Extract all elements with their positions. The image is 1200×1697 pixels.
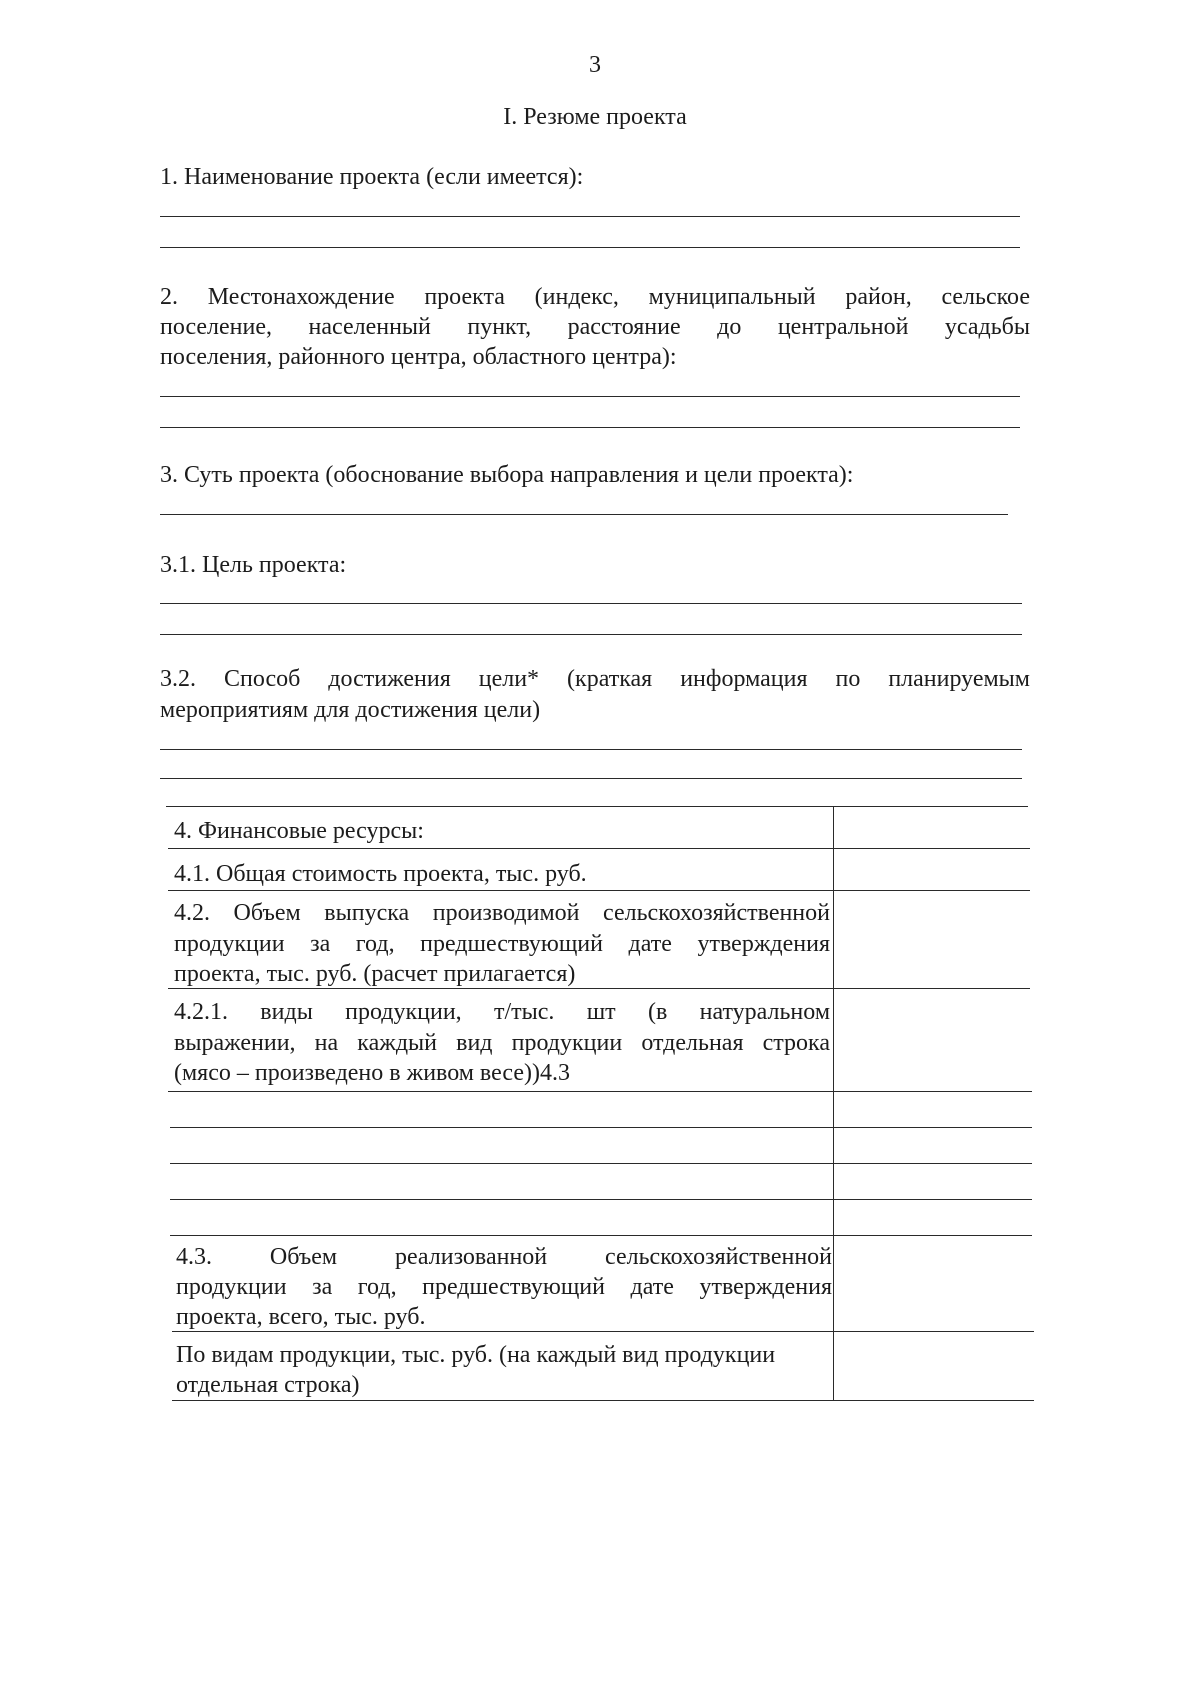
- item-1-label: 1. Наименование проекта (если имеется):: [160, 164, 584, 190]
- item-1-answer-line[interactable]: [160, 216, 1020, 217]
- row-4-2-value-cell[interactable]: [836, 892, 1028, 987]
- page-number: 3: [589, 52, 601, 78]
- item-3-2-answer-line[interactable]: [160, 778, 1022, 779]
- item-3-answer-line[interactable]: [160, 514, 1008, 515]
- item-3-1-label: 3.1. Цель проекта:: [160, 552, 347, 578]
- row-4-2-label-line: продукции за год, предшествующий дате утверждения: [174, 931, 830, 957]
- item-3-2-answer-line[interactable]: [160, 749, 1022, 750]
- row-4-1-label: 4.1. Общая стоимость проекта, тыс. руб.: [174, 861, 587, 887]
- row-4-2-1-label-line: (мясо – произведено в живом весе))4.3: [174, 1060, 570, 1086]
- item-2-answer-line[interactable]: [160, 427, 1020, 428]
- row-4-2-1-label-line: 4.2.1. виды продукции, т/тыс. шт (в натуральном: [174, 999, 830, 1025]
- section-title: I. Резюме проекта: [503, 104, 687, 130]
- item-2-label-line: поселение, населенный пункт, расстояние до центральной усадьбы: [160, 314, 1030, 340]
- item-2-answer-line[interactable]: [160, 396, 1020, 397]
- item-3-1-answer-line[interactable]: [160, 603, 1022, 604]
- table-rule: [168, 848, 1030, 849]
- item-3-label: 3. Суть проекта (обоснование выбора направления и цели проекта):: [160, 462, 854, 488]
- row-4-value-cell[interactable]: [836, 808, 1028, 847]
- row-4-3-value-cell[interactable]: [836, 1237, 1028, 1330]
- item-3-2-label-line: 3.2. Способ достижения цели* (краткая информация по планируемым: [160, 666, 1030, 692]
- item-3-2-label-line: мероприятиям для достижения цели): [160, 697, 541, 723]
- table-rule: [170, 1127, 1032, 1128]
- row-4-2-1-label-line: выражении, на каждый вид продукции отдельная строка: [174, 1030, 830, 1056]
- item-1-answer-line[interactable]: [160, 247, 1020, 248]
- row-4-3-label-line: 4.3. Объем реализованной сельскохозяйственной: [176, 1244, 832, 1270]
- table-rule: [168, 1091, 1032, 1092]
- row-4-2-label-line: проекта, тыс. руб. (расчет прилагается): [174, 961, 576, 987]
- row-4-2-1-value-cell[interactable]: [836, 990, 1028, 1090]
- item-3-1-answer-line[interactable]: [160, 634, 1022, 635]
- table-rule: [170, 1163, 1032, 1164]
- row-by-type-label-line: По видам продукции, тыс. руб. (на каждый вид продукции: [176, 1342, 776, 1368]
- row-4-2-label-line: 4.2. Объем выпуска производимой сельскохозяйственной: [174, 900, 830, 926]
- row-by-type-value-cell[interactable]: [836, 1333, 1028, 1399]
- table-column-divider: [833, 806, 834, 1401]
- row-4-label: 4. Финансовые ресурсы:: [174, 818, 424, 844]
- row-4-3-label-line: продукции за год, предшествующий дате утверждения: [176, 1274, 832, 1300]
- row-by-type-label-line: отдельная строка): [176, 1372, 360, 1398]
- item-2-label-line: поселения, районного центра, областного центра):: [160, 344, 677, 370]
- table-rule: [170, 1199, 1032, 1200]
- row-4-3-label-line: проекта, всего, тыс. руб.: [176, 1304, 426, 1330]
- table-rule: [166, 806, 1028, 807]
- row-4-1-value-cell[interactable]: [836, 850, 1028, 889]
- table-rule: [168, 890, 1030, 891]
- item-2-label-line: 2. Местонахождение проекта (индекс, муниципальный район, сельское: [160, 284, 1030, 310]
- table-rule: [170, 1235, 1032, 1236]
